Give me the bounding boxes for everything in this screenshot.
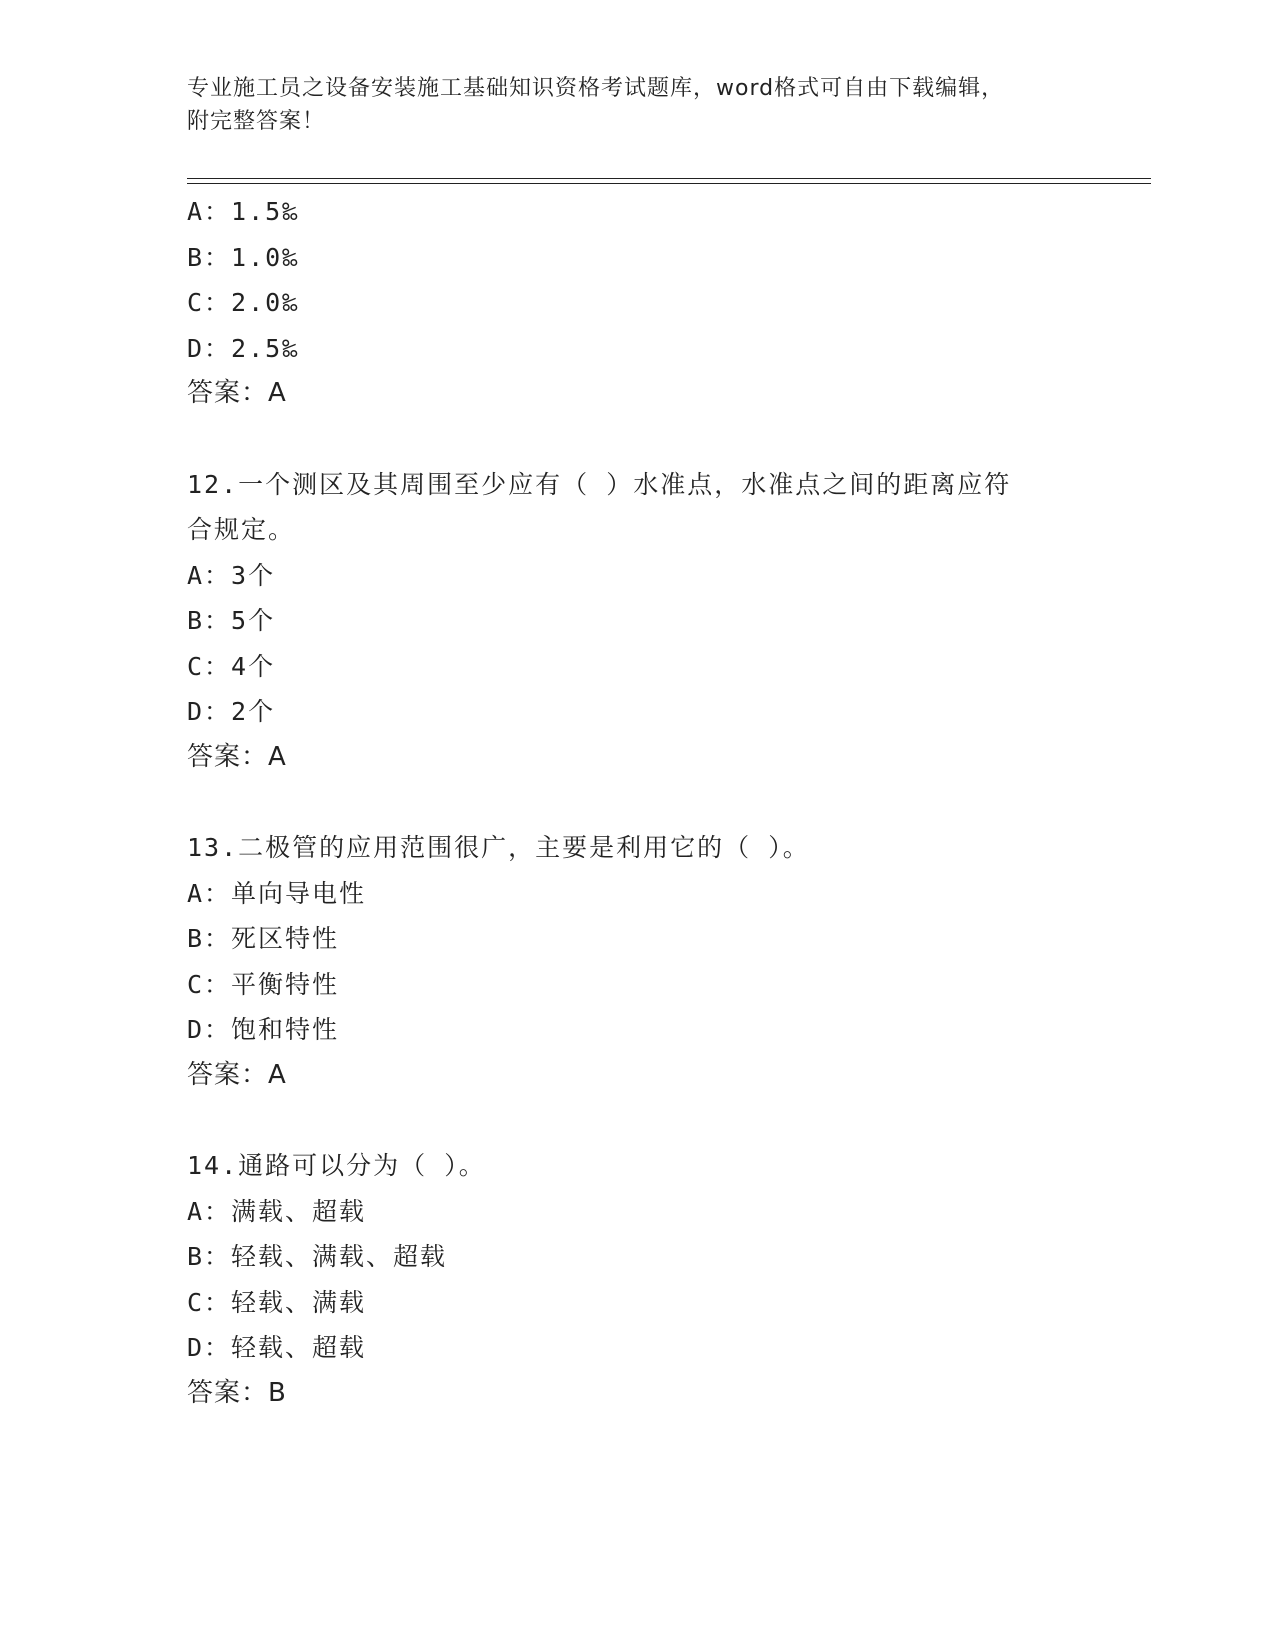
option-b: B：1.0‰ (187, 242, 300, 272)
option-d: D：2个 (187, 697, 276, 726)
option-c: C：平衡特性 (187, 969, 340, 999)
spacer (187, 1098, 1087, 1143)
option-c: C：4个 (187, 651, 276, 681)
document-header (187, 72, 1087, 138)
option-d: D：饱和特性 (187, 1015, 340, 1044)
header-divider-top (187, 178, 1151, 179)
question-14 (187, 1143, 1087, 1416)
answer: 答案：A (187, 378, 287, 408)
option-a: A：单向导电性 (187, 878, 367, 908)
header-divider-bottom (187, 183, 1151, 184)
option-a: A：1.5‰ (187, 197, 300, 226)
option-a: A：满载、超载 (187, 1196, 367, 1226)
option-b: B：5个 (187, 606, 276, 635)
question-title: 14.通路可以分为（ ）。 (187, 1151, 486, 1180)
question-title: 13.二极管的应用范围很广，主要是利用它的（ ）。 (187, 833, 810, 862)
question-12 (187, 462, 1087, 781)
spacer (187, 417, 1087, 462)
option-d: D：2.5‰ (187, 333, 300, 363)
question-title: 12.一个测区及其周围至少应有（ ）水准点，水准点之间的距离应符 (187, 469, 1012, 499)
option-a: A：3个 (187, 560, 276, 590)
option-c: C：2.0‰ (187, 288, 300, 317)
question-list (187, 189, 1087, 1416)
answer: 答案：A (187, 741, 287, 772)
question-11-continued (187, 189, 1087, 417)
answer: 答案：B (187, 1377, 287, 1408)
option-c: C：轻载、满载 (187, 1287, 367, 1317)
option-b: B：死区特性 (187, 924, 340, 953)
spacer (187, 780, 1087, 825)
header-line-2: 附完整答案！ (187, 109, 326, 134)
question-title-continued: 合规定。 (187, 515, 296, 544)
question-13 (187, 825, 1087, 1098)
option-d: D：轻载、超载 (187, 1333, 367, 1362)
option-b: B：轻载、满载、超载 (187, 1242, 448, 1271)
answer: 答案：A (187, 1059, 287, 1090)
header-line-1: 专业施工员之设备安装施工基础知识资格考试题库，word格式可自由下载编辑， (187, 76, 1005, 101)
